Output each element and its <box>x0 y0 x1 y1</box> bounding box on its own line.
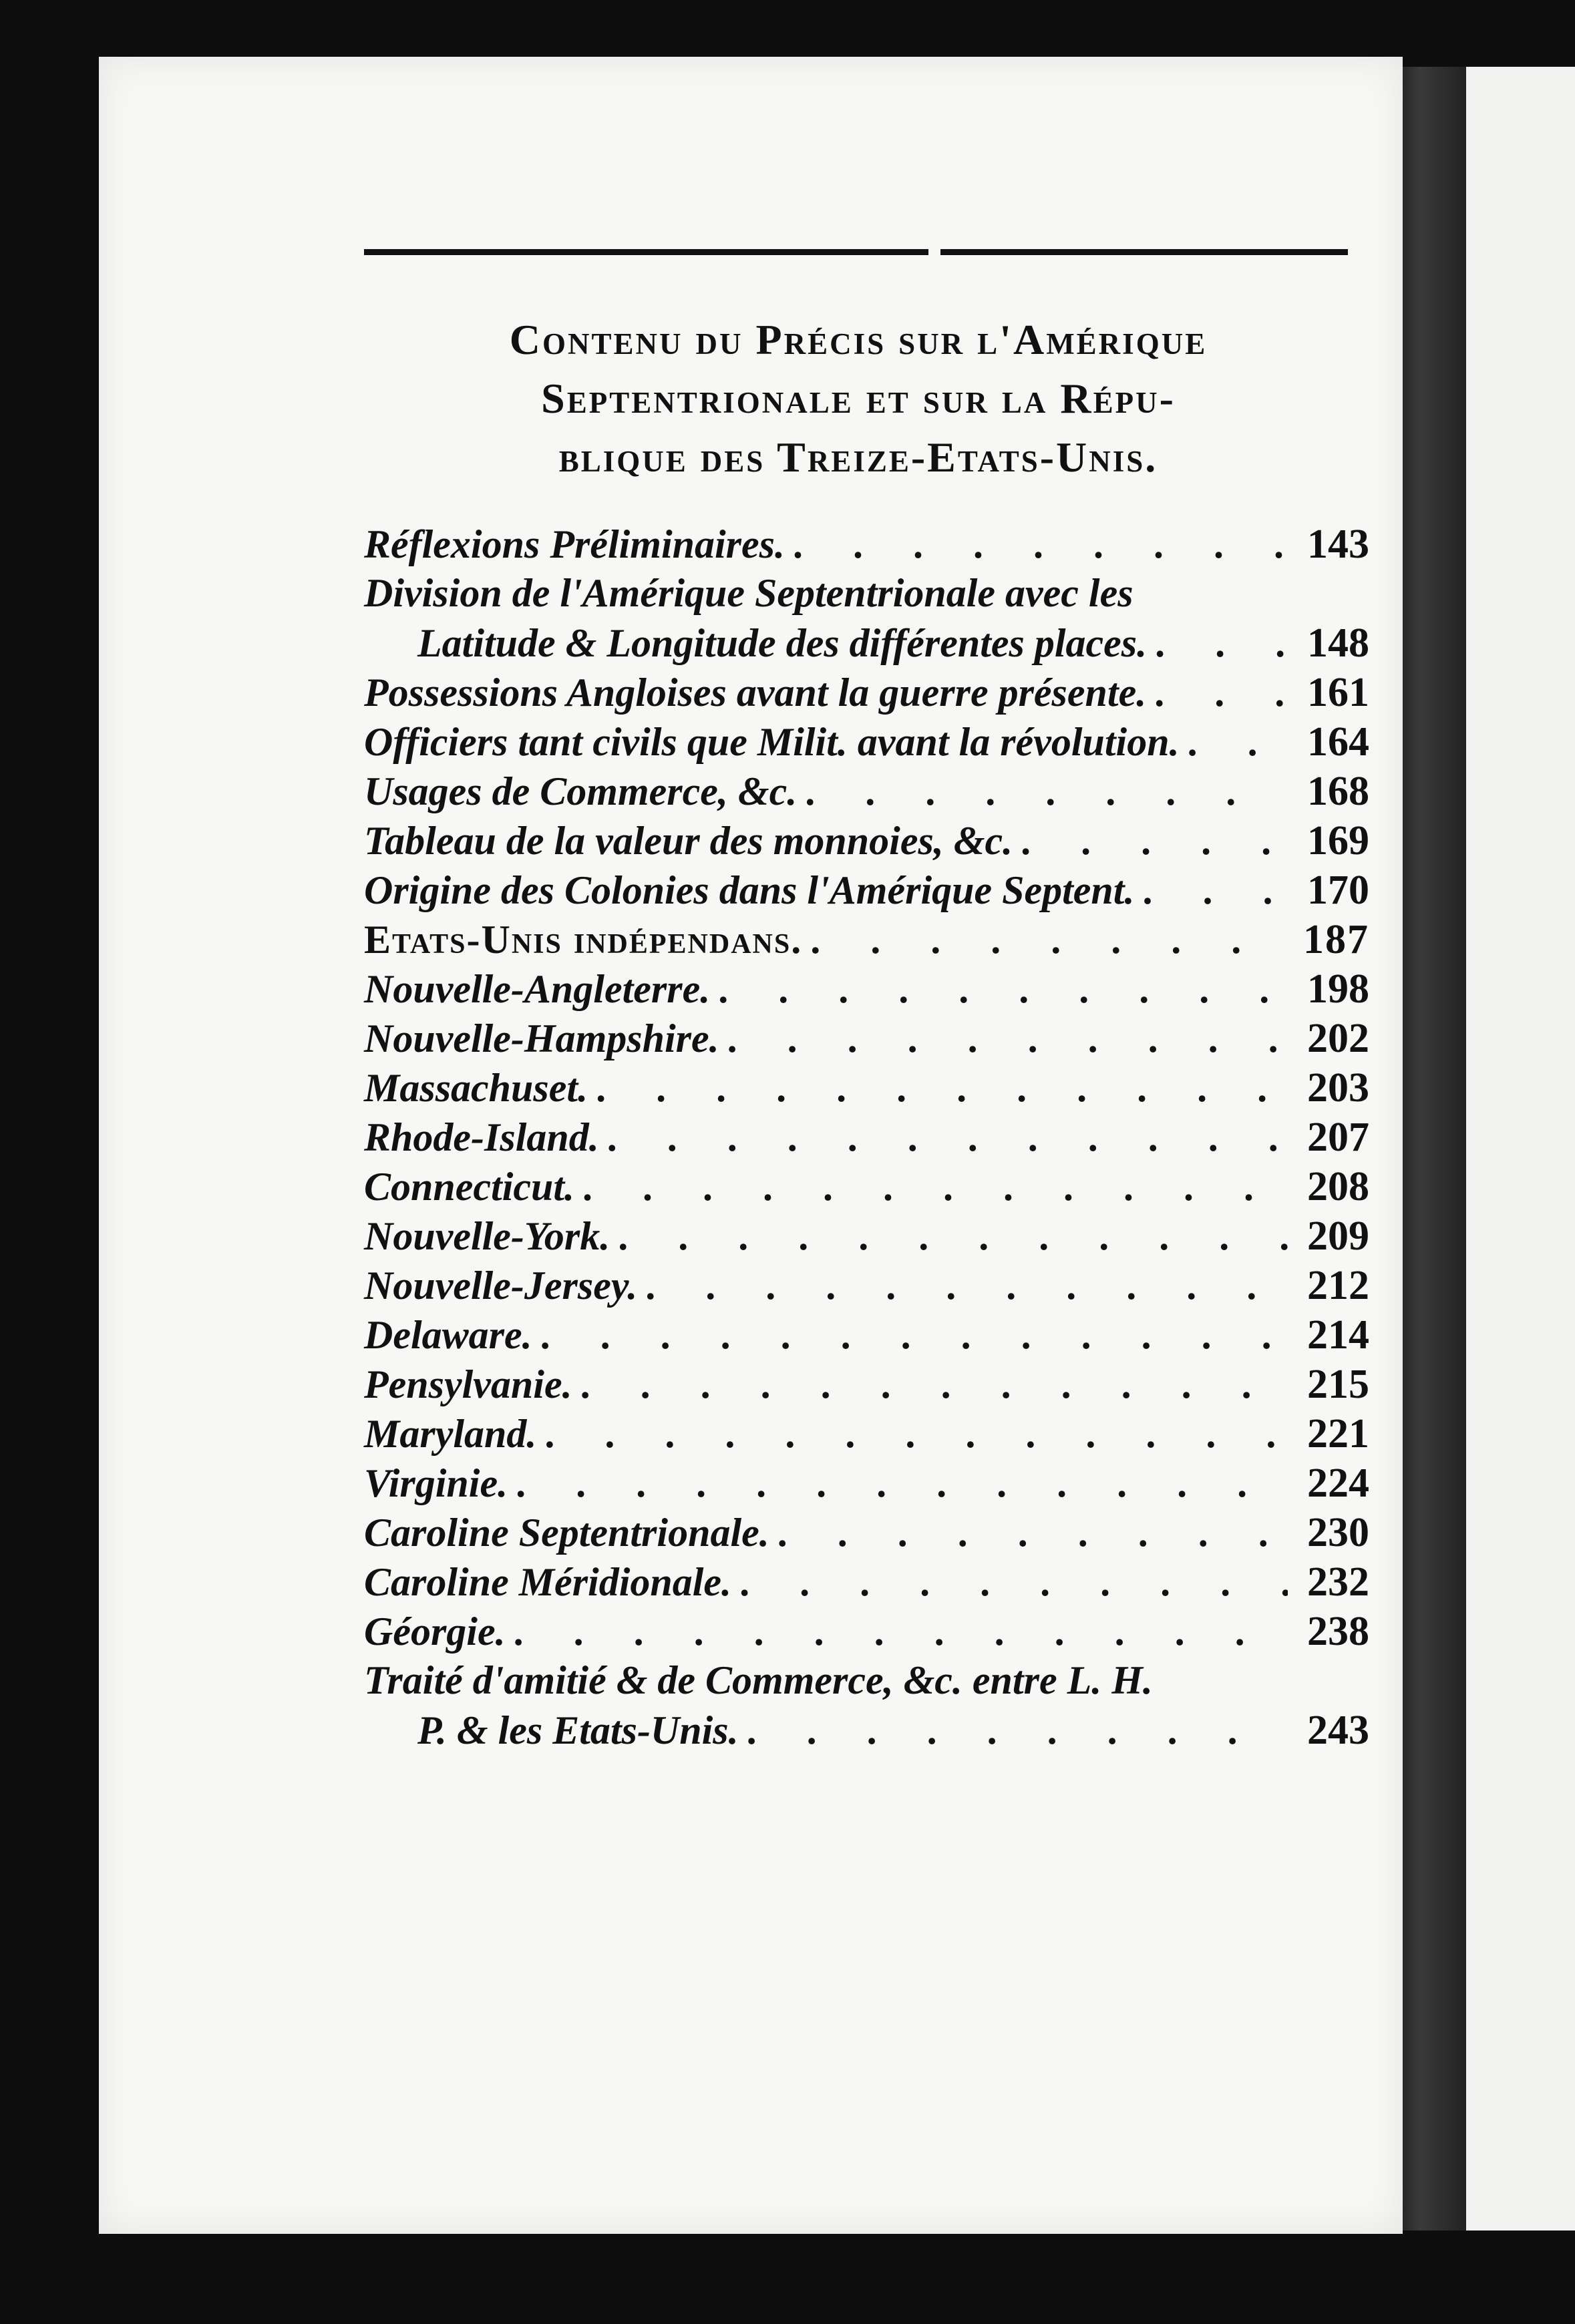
dot-leader <box>1155 620 1288 666</box>
toc-entry <box>364 620 1369 669</box>
toc-entry-title: Nouvelle-York. <box>364 1214 610 1258</box>
toc-page-number: 161 <box>1307 670 1369 715</box>
toc-entry <box>364 570 1369 620</box>
toc-page-number: 209 <box>1307 1213 1369 1259</box>
dot-leader <box>618 1213 1288 1260</box>
heading-line-3: blique des Treize-Etats-Unis. <box>558 433 1158 481</box>
dot-leader <box>1154 670 1288 716</box>
toc-page-number: 238 <box>1307 1609 1369 1654</box>
toc-entry <box>364 669 1369 719</box>
dot-leader <box>516 1461 1288 1507</box>
dot-leader <box>1188 719 1288 765</box>
toc-entry-title: Nouvelle-Angleterre. <box>364 967 711 1011</box>
header-rule-left <box>364 249 928 255</box>
toc-entry-title: Usages de Commerce, &c. <box>364 769 798 813</box>
toc-entry <box>364 966 1369 1015</box>
toc-entry-title: Delaware. <box>364 1313 532 1357</box>
toc-page-number: 208 <box>1307 1164 1369 1209</box>
toc-page-number: 164 <box>1307 719 1369 765</box>
dot-leader <box>810 917 1288 963</box>
toc-entry <box>364 1460 1369 1509</box>
toc-entry <box>364 1707 1369 1756</box>
toc-entry-title: Possessions Angloises avant la guerre présente. <box>364 670 1147 715</box>
toc-page-number: 203 <box>1307 1065 1369 1111</box>
toc-entry <box>364 1658 1369 1707</box>
toc-page-number: 214 <box>1307 1312 1369 1358</box>
toc-page-number: 187 <box>1303 917 1369 962</box>
toc-page-number: 198 <box>1307 966 1369 1012</box>
toc-entry-title: Virginie. <box>364 1461 508 1505</box>
toc-entry-title: Nouvelle-Jersey. <box>364 1264 638 1308</box>
dot-leader <box>718 966 1288 1012</box>
dot-leader <box>514 1609 1288 1655</box>
toc-entry <box>364 768 1369 817</box>
toc-page-number: 202 <box>1307 1016 1369 1061</box>
toc-page-number: 168 <box>1307 769 1369 814</box>
toc-entry <box>364 1163 1369 1213</box>
toc-entry <box>364 1559 1369 1608</box>
dot-leader <box>645 1263 1288 1309</box>
toc-page-number: 170 <box>1307 867 1369 913</box>
toc-entry-title: Connecticut. <box>364 1165 575 1209</box>
toc-entry <box>364 521 1369 570</box>
toc-entry-title: Réflexions Préliminaires. <box>364 522 785 566</box>
dot-leader <box>777 1510 1288 1556</box>
toc-page-number: 224 <box>1307 1461 1369 1506</box>
toc-entry-title: Etats-Unis indépendans. <box>364 918 803 962</box>
toc-entry-title: Géorgie. <box>364 1609 506 1654</box>
toc-entry-title: Nouvelle-Hampshire. <box>364 1016 719 1060</box>
toc-entry-title: P. & les Etats-Unis. <box>417 1708 739 1752</box>
dot-leader <box>747 1708 1288 1754</box>
toc-entry <box>364 817 1369 867</box>
toc-entry-title: Pensylvanie. <box>364 1362 572 1406</box>
dot-leader <box>727 1016 1288 1062</box>
toc-entry <box>364 1114 1369 1163</box>
dot-leader <box>805 769 1288 815</box>
heading-line-1: Contenu du Précis sur l'Amérique <box>509 316 1208 363</box>
dot-leader <box>544 1411 1288 1457</box>
header-rule-right <box>940 249 1348 255</box>
toc-page-number: 243 <box>1307 1708 1369 1753</box>
toc-entry <box>364 1312 1369 1361</box>
heading-line-2: Septentrionale et sur la Répu- <box>541 375 1176 422</box>
dot-leader <box>1021 818 1288 864</box>
dot-leader <box>1142 867 1288 914</box>
toc-page-number: 143 <box>1307 522 1369 567</box>
toc-entry-title: Caroline Méridionale. <box>364 1560 732 1604</box>
toc-page-number: 215 <box>1307 1362 1369 1407</box>
toc-page-number: 221 <box>1307 1411 1369 1457</box>
table-of-contents <box>364 521 1369 1756</box>
dot-leader <box>580 1362 1288 1408</box>
toc-page-number: 148 <box>1307 620 1369 666</box>
dot-leader <box>793 522 1288 568</box>
toc-entry-title: Rhode-Island. <box>364 1115 599 1159</box>
toc-entry-title: Caroline Septentrionale. <box>364 1511 769 1555</box>
dot-leader <box>596 1065 1288 1111</box>
toc-entry <box>364 1213 1369 1262</box>
toc-page-number: 207 <box>1307 1115 1369 1160</box>
toc-entry-title: Maryland. <box>364 1412 537 1456</box>
toc-entry <box>364 719 1369 768</box>
toc-entry-title: Traité d'amitié & de Commerce, &c. entre L. H. <box>364 1658 1153 1702</box>
adjacent-page-edge <box>1466 67 1575 2231</box>
dot-leader <box>540 1312 1288 1358</box>
toc-entry-title: Massachuset. <box>364 1066 588 1110</box>
dot-leader <box>607 1115 1288 1161</box>
toc-entry-title: Officiers tant civils que Milit. avant la révolution. <box>364 720 1180 764</box>
toc-entry <box>364 1509 1369 1559</box>
dot-leader <box>582 1164 1288 1210</box>
toc-entry <box>364 1262 1369 1312</box>
toc-entry-title: Latitude & Longitude des différentes places. <box>417 621 1148 665</box>
toc-page-number: 212 <box>1307 1263 1369 1308</box>
toc-page-number: 230 <box>1307 1510 1369 1555</box>
toc-entry <box>364 1064 1369 1114</box>
toc-entry <box>364 1361 1369 1410</box>
toc-entry-title: Origine des Colonies dans l'Amérique Septent. <box>364 868 1135 912</box>
toc-entry <box>364 916 1369 966</box>
toc-entry <box>364 867 1369 916</box>
toc-page-number: 169 <box>1307 818 1369 863</box>
contents-heading <box>354 311 1363 487</box>
toc-entry <box>364 1015 1369 1064</box>
toc-entry <box>364 1410 1369 1460</box>
toc-entry-title: Division de l'Amérique Septentrionale avec les <box>364 571 1133 615</box>
toc-page-number: 232 <box>1307 1559 1369 1605</box>
dot-leader <box>739 1559 1288 1605</box>
toc-entry-title: Tableau de la valeur des monnoies, &c. <box>364 819 1013 863</box>
toc-entry <box>364 1608 1369 1658</box>
